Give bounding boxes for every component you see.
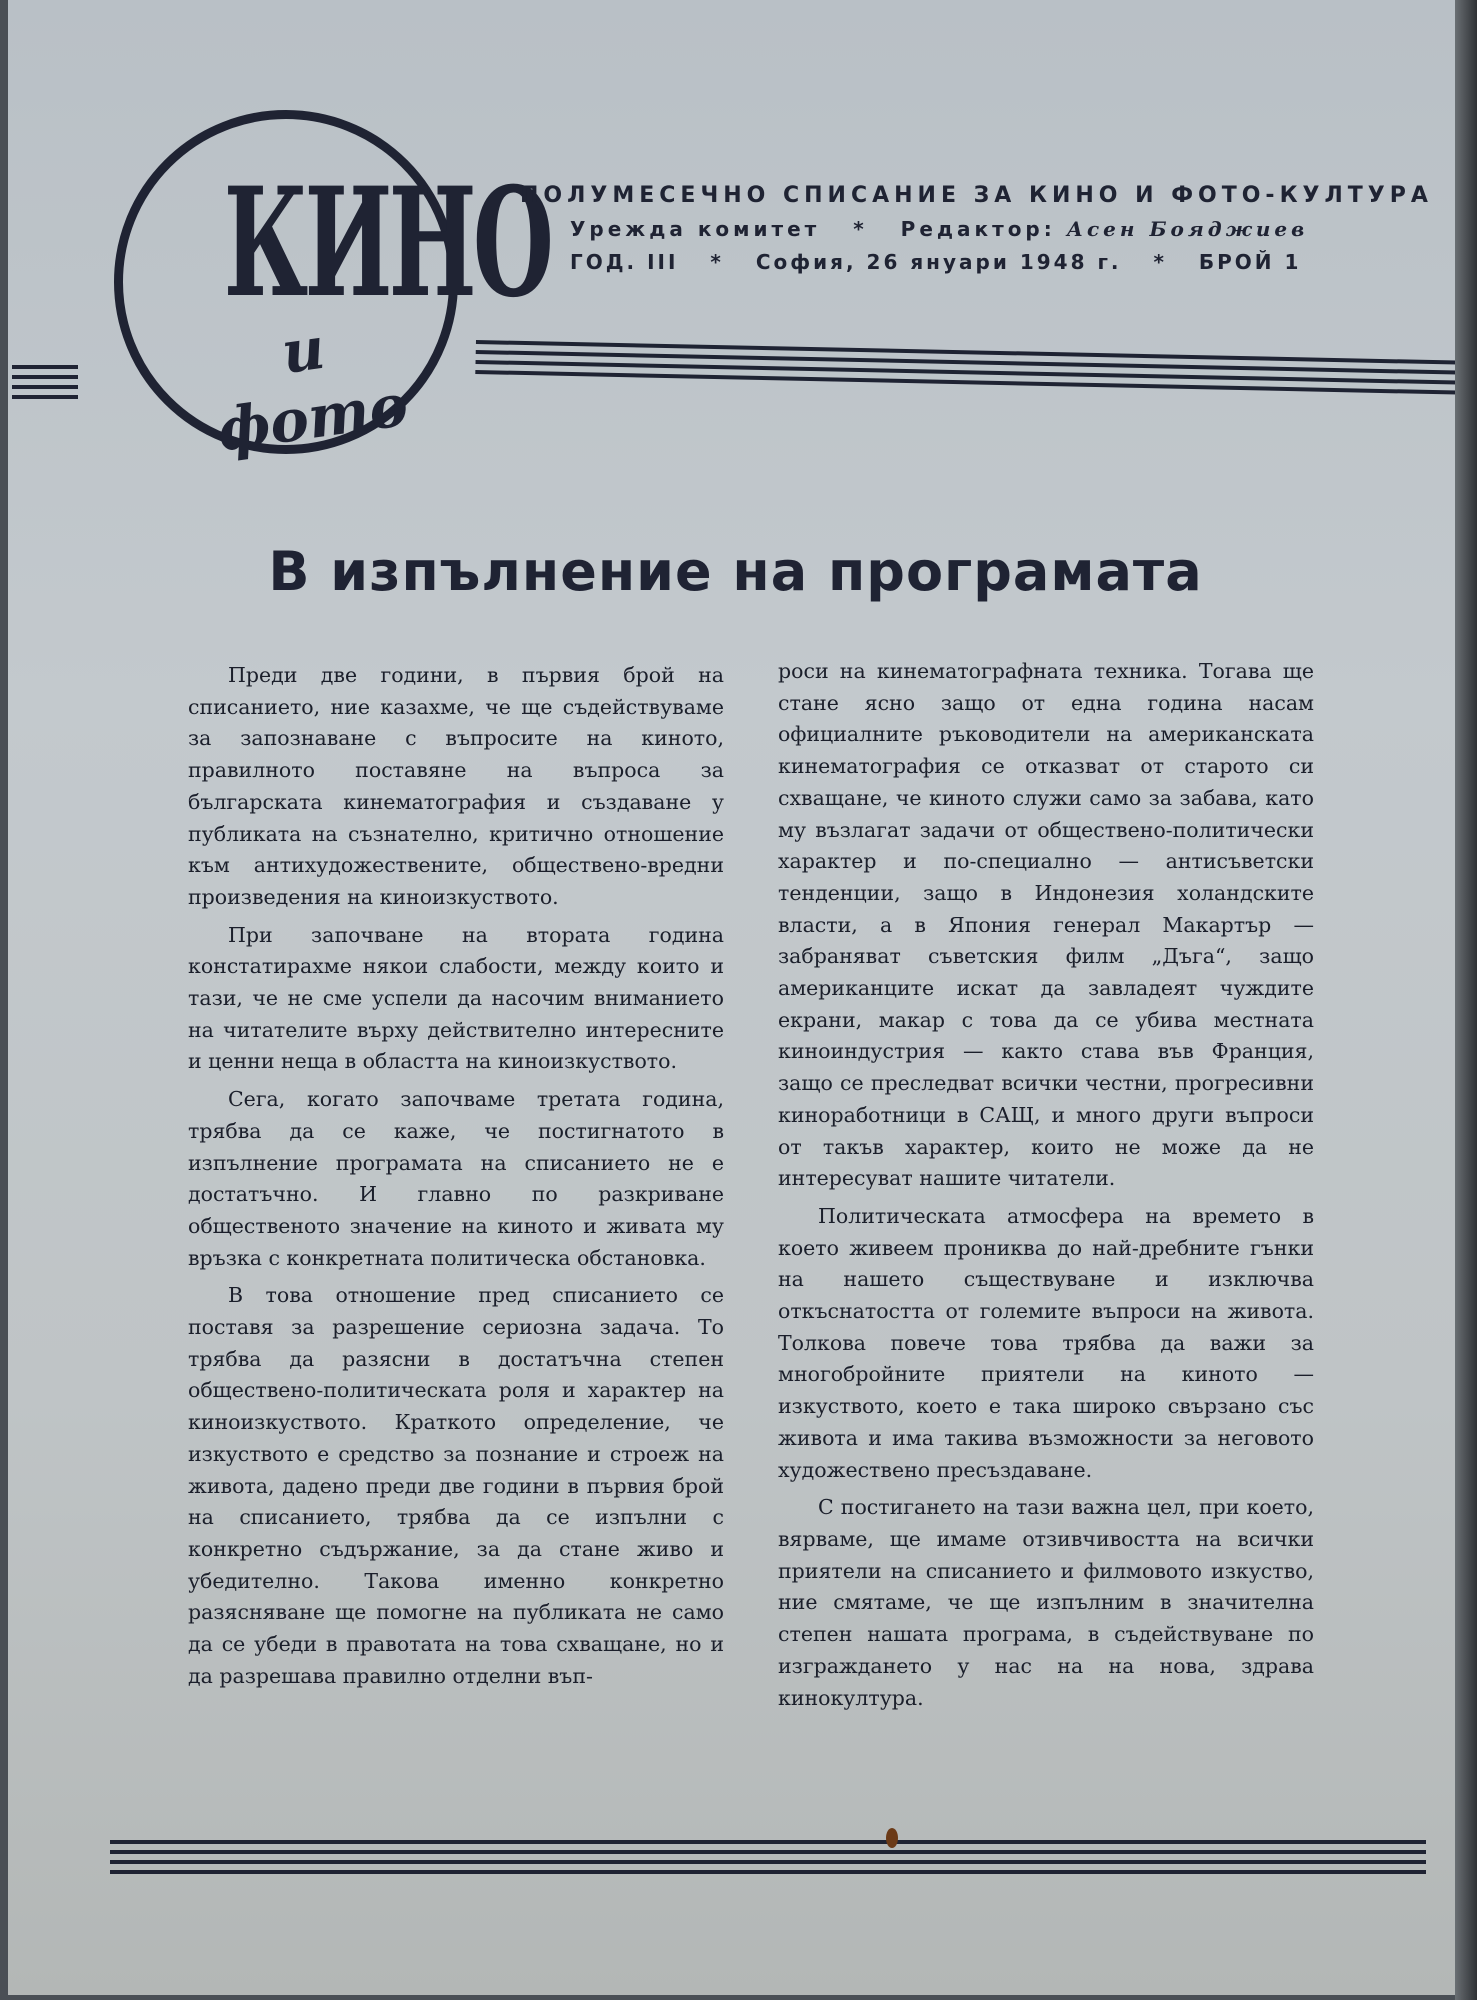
paragraph: Политическата атмосфера на времето в което живеем прониква до най-дребните гънки на нашето съществуване и изключва откъснатостта от големите въпроси на живота. Толкова повече това трябва да важи за многобройните приятели на киното — изкуството, което е така широко свързано със живота и има такива възможности за неговото художествено пресъздаване. [778, 1203, 1314, 1482]
article-title: В изпълнение на програмата [268, 540, 1203, 603]
magazine-descriptor: ПОЛУМЕСЕЧНО СПИСАНИЕ ЗА КИНО И ФОТО-КУЛТУРА [520, 183, 1433, 208]
logo-subtitle: и фото [213, 313, 413, 465]
masthead-text [520, 183, 1433, 274]
paragraph: роси на кинематографната техника. Тогава ще стане ясно защо от една година насам официалните ръководители на американската кинематография се отказват от старото си схващане, че киното служи само за забава, като му възлагат задачи от обществено-политически характер и по-специално — антисъветски тенденции, защо в Индонезия холандските власти, а в Япония генерал Макартър — забраняват съветския филм „Дъга“, защо американците искат да завладеят чуждите екрани, макар с това да се убива местната киноиндустрия — както става във Франция, защо се преследват всички честни, прогресивни киноработници в САЩ, и много други въпроси от такъв характер, които не може да не интересуват нашите читатели. [778, 659, 1314, 1191]
article-column-right [778, 656, 1314, 1720]
separator: * [853, 217, 868, 241]
masthead-publisher-line [520, 217, 1420, 241]
year: ГОД. III [570, 250, 679, 274]
paragraph: При започване на втората година констатирахме някои слабости, между които и тази, че не сме успели да насочим вниманието на читателите върху действително интересните и ценни неща в областта на киноизкуството. [188, 922, 724, 1074]
masthead-rules-right [475, 340, 1463, 401]
separator: * [1153, 250, 1167, 274]
logo-title: КИНО [223, 155, 551, 331]
issue-number: БРОЙ 1 [1198, 250, 1302, 274]
paragraph: Сега, когато започваме третата година, трябва да се каже, че постигнатото в изпълнение програмата на списанието не е достатъчно. И главно по разкриване общественото значение на киното и живата му връзка с конкретната политическа обстановка. [188, 1087, 724, 1270]
book-spine [1455, 0, 1477, 2000]
editor-name: Асен Бояджиев [1066, 217, 1309, 241]
footer-rules [110, 1840, 1426, 1880]
ink-stain [886, 1828, 898, 1848]
paragraph: В това отношение пред списанието се поставя за разрешение сериозна задача. То трябва да разясни в достатъчна степен обществено-политическата роля и характер на киноизкуството. Краткото определение, че изкуството е средство за познание и строеж на живота, дадено преди две години в първия брой на списанието, трябва да се изпълни с конкретно съдържание, за да стане живо и убедително. Такова именно конкретно разясняване ще помогне на публиката не само да се убеди в правотата на това схващане, но и да разрешава правилно отделни въп- [188, 1283, 724, 1688]
paragraph: С постигането на тази важна цел, при което, вярваме, ще имаме отзивчивостта на всички приятели на списанието и филмовото изкуство, ние смятаме, че ще изпълним в значителна степен нашата програма, в съдействуване по изграждането у нас на на нова, здрава кинокултура. [778, 1495, 1314, 1710]
paragraph: Преди две години, в първия брой на списанието, ние казахме, че ще съдействуваме за запознаване с въпросите на киното, правилното поставяне на въпроса за българската кинематография и създаване у публиката на съзнателно, критично отношение към антихудожествените, обществено-вредни произведения на киноизкуството. [188, 663, 724, 909]
place-date: София, 26 януари 1948 г. [755, 250, 1122, 274]
editor-label: Редактор: [900, 217, 1056, 241]
publisher: Урежда комитет [570, 217, 821, 241]
magazine-page [8, 0, 1463, 1995]
masthead-issue-line [520, 250, 1420, 274]
article-column-left [188, 660, 724, 1699]
masthead-rules-left [12, 365, 78, 405]
separator: * [710, 250, 724, 274]
